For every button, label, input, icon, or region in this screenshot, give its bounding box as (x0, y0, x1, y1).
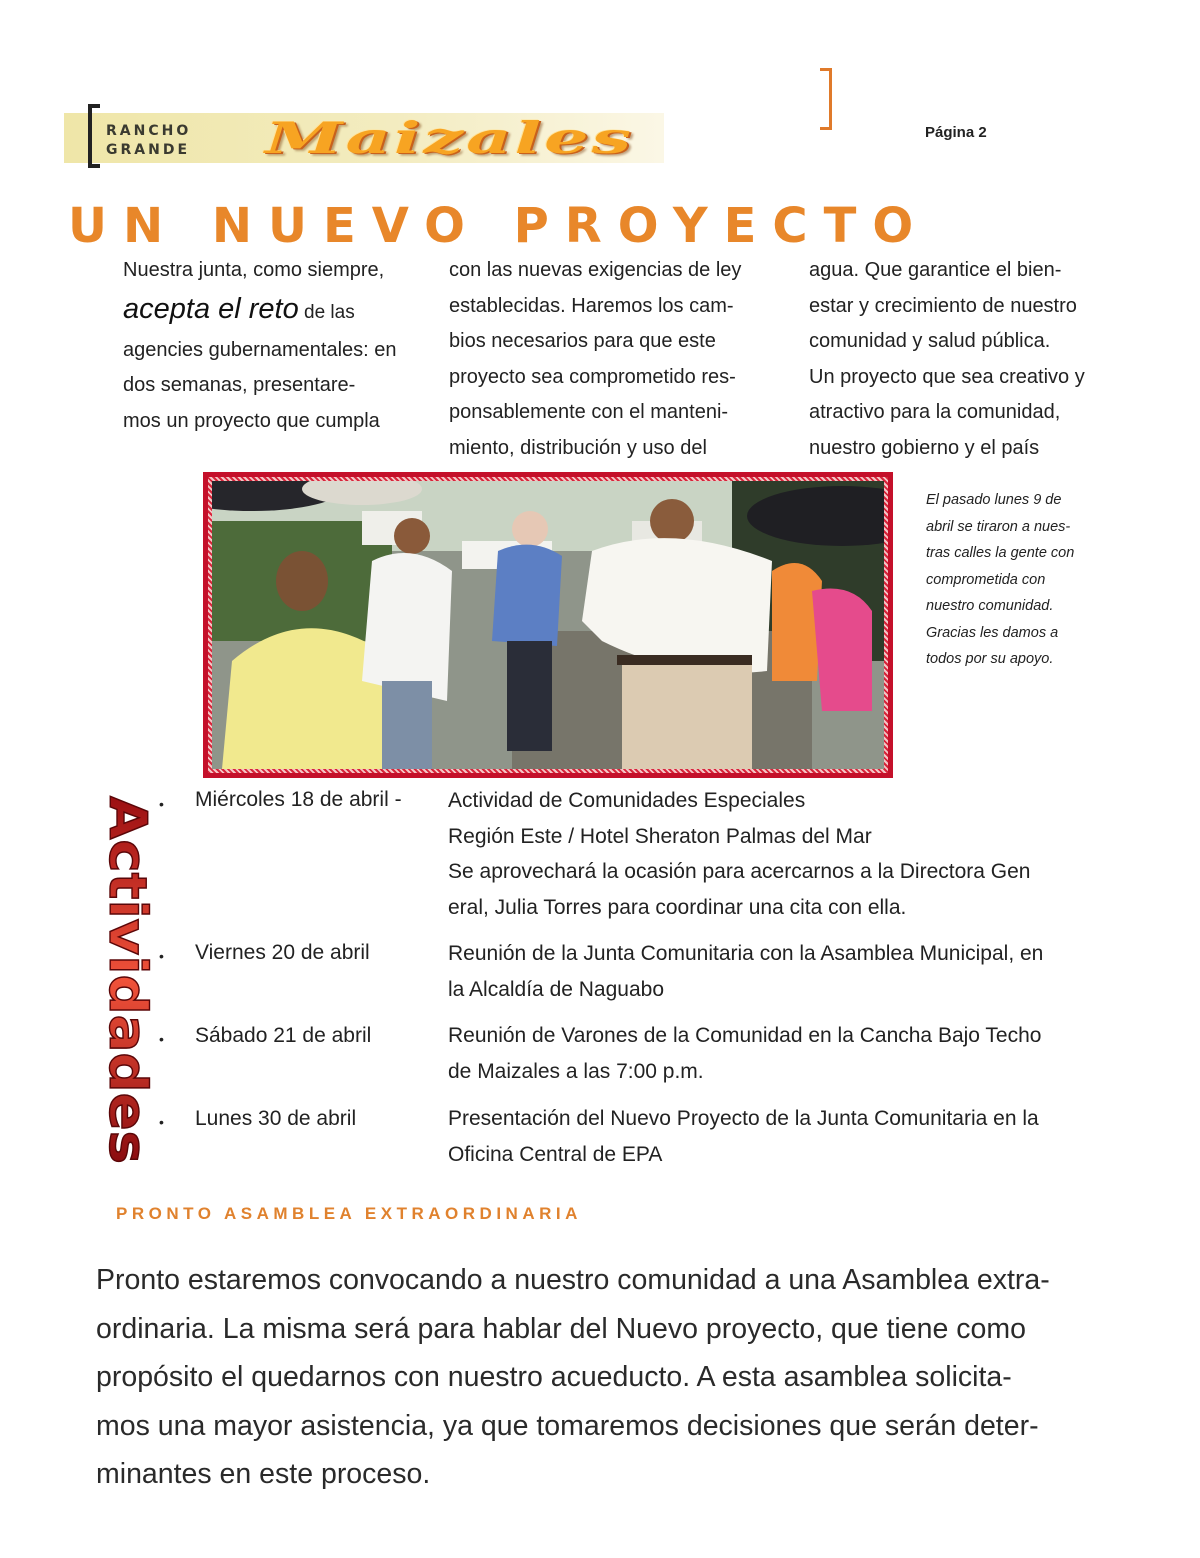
announcement-line2: ordinaria. La misma será para hablar del Nuevo proyecto, que tiene como (96, 1312, 1026, 1345)
announcement-line5: minantes en este proceso. (96, 1458, 431, 1490)
activity-1-line3: Se aprovechará la ocasión para acercarnos a la Directora Gen (448, 860, 1031, 883)
intro-c3-line6: nuestro gobierno y el país (809, 436, 1040, 459)
caption-line7: todos por su apoyo. (926, 651, 1054, 667)
caption-line4: comprometida con (926, 571, 1046, 588)
caption-line1: El pasado lunes 9 de (926, 492, 1062, 508)
activity-4-line1: Presentación del Nuevo Proyecto de la Junta Comunitaria en la (448, 1107, 1039, 1130)
masthead-rancho: RANCHO (106, 123, 192, 139)
intro-c2-line2: establecidas. Haremos los cam- (449, 294, 734, 317)
activity-3-line2: de Maizales a las 7:00 p.m. (448, 1059, 704, 1083)
intro-c1-line2-tail: de las (298, 301, 355, 323)
intro-c2-line5: ponsablemente con el manteni- (449, 401, 729, 423)
activity-2-description (448, 936, 1043, 1007)
intro-emphasis: acepta el reto (123, 292, 299, 325)
intro-c2-line4: proyecto sea comprometido res- (449, 365, 736, 388)
activity-2-line2: la Alcaldía de Naguabo (448, 977, 664, 1001)
intro-column-1 (123, 253, 397, 439)
intro-c2-line1: con las nuevas exigencias de ley (449, 259, 742, 281)
intro-c1-line5: mos un proyecto que cumpla (123, 409, 380, 432)
actividades-vertical-wordart (76, 792, 162, 1172)
announcement-line3: propósito el quedarnos con nuestro acueducto. A esta asamblea solicita- (96, 1361, 1012, 1393)
intro-c1-line4: dos semanas, presentare- (123, 374, 356, 396)
announcement-heading: PRONTO ASAMBLEA EXTRAORDINARIA (116, 1204, 582, 1223)
masthead-subtitle (106, 122, 191, 160)
intro-c3-line3: comunidad y salud pública. (809, 330, 1051, 352)
intro-c2-line6: miento, distribución y uso del (449, 436, 707, 459)
activity-2-bullet: • (159, 948, 164, 964)
protest-photo-frame (203, 472, 893, 778)
article-headline: UN NUEVO PROYECTO (68, 198, 930, 254)
intro-c2-line3: bios necesarios para que este (449, 330, 716, 352)
actividades-word: Actividades (97, 796, 157, 1138)
intro-c1-line2 (123, 289, 397, 333)
activity-3-date: Sábado 21 de abril (195, 1024, 372, 1047)
intro-c1-line1: Nuestra junta, como siempre, (123, 259, 385, 281)
intro-column-2 (449, 253, 741, 466)
intro-c3-line2: estar y crecimiento de nuestro (809, 294, 1077, 317)
caption-line2: abril se tiraron a nues- (926, 518, 1071, 535)
activity-1-line4: eral, Julia Torres para coordinar una cita con ella. (448, 895, 907, 919)
intro-c3-line4: Un proyecto que sea creativo y (809, 365, 1085, 388)
announcement-line1: Pronto estaremos convocando a nuestro comunidad a una Asamblea extra- (96, 1264, 1050, 1296)
activity-4-bullet: • (159, 1114, 164, 1130)
caption-line5: nuestro comunidad. (926, 598, 1054, 614)
masthead-grande: GRANDE (106, 142, 191, 158)
intro-c3-line1: agua. Que garantice el bien- (809, 259, 1062, 281)
activity-1-date: Miércoles 18 de abril - (195, 788, 402, 811)
activity-2-date: Viernes 20 de abril (195, 941, 370, 964)
activity-4-line2: Oficina Central de EPA (448, 1142, 663, 1166)
photo-caption (926, 487, 1074, 673)
activity-3-line1: Reunión de Varones de la Comunidad en la Cancha Bajo Techo (448, 1024, 1042, 1047)
protest-photo-illustration (212, 481, 884, 769)
masthead-left-bracket (88, 104, 100, 168)
announcement-line4: mos una mayor asistencia, ya que tomaremos decisiones que serán deter- (96, 1409, 1039, 1442)
intro-column-3 (809, 253, 1085, 466)
protest-photo (212, 481, 884, 769)
announcement-body (96, 1256, 1126, 1499)
activity-2-line1: Reunión de la Junta Comunitaria con la Asamblea Municipal, en (448, 942, 1044, 965)
masthead-logo-maizales: Maizales (265, 111, 635, 164)
activity-4-description (448, 1101, 1039, 1172)
caption-line3: tras calles la gente con (926, 545, 1075, 561)
masthead-right-bracket (820, 68, 832, 130)
activity-1-bullet: • (159, 796, 164, 812)
activity-1-line2: Región Este / Hotel Sheraton Palmas del Mar (448, 824, 872, 848)
activity-1-line1: Actividad de Comunidades Especiales (448, 789, 806, 812)
activity-1-description (448, 783, 1030, 925)
activity-3-bullet: • (159, 1031, 164, 1047)
intro-c1-line3: agencies gubernamentales: en (123, 338, 397, 361)
page-number: Página 2 (925, 124, 987, 141)
activity-4-date: Lunes 30 de abril (195, 1107, 357, 1130)
activity-3-description (448, 1018, 1041, 1089)
intro-c3-line5: atractivo para la comunidad, (809, 401, 1061, 423)
caption-line6: Gracias les damos a (926, 624, 1059, 641)
